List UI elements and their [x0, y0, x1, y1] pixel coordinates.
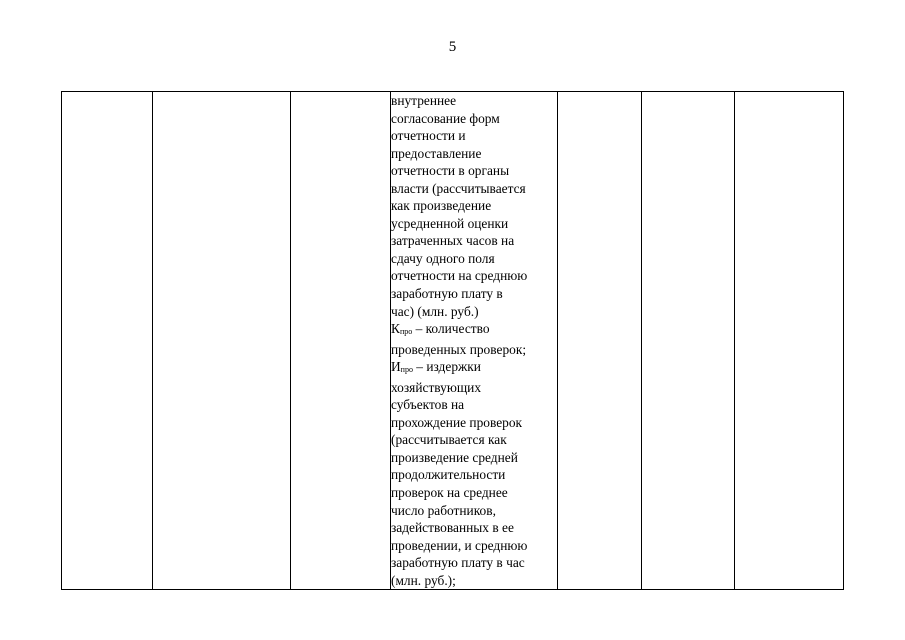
- text-line: усредненной оценки: [391, 215, 509, 231]
- text-line: (рассчитывается как: [391, 432, 507, 448]
- text-line: прохождение проверок: [391, 414, 523, 430]
- text-line: продолжительности: [391, 467, 506, 483]
- table-cell-col-1: [62, 92, 153, 590]
- table-row: [62, 92, 844, 590]
- text-line: хозяйствующих: [391, 379, 482, 395]
- i-pro-subscript: про: [400, 365, 413, 375]
- text-line: произведение средней: [391, 449, 518, 465]
- text-line: заработную плату в: [391, 286, 503, 302]
- i-pro-symbol: И: [391, 359, 401, 375]
- text-line: согласование форм: [391, 110, 500, 126]
- text-line: проведении, и среднюю: [391, 537, 528, 553]
- text-line: как произведение: [391, 198, 492, 214]
- i-pro-text: – издержки: [412, 359, 481, 375]
- i-pro-definition: [391, 358, 557, 379]
- text-line: час) (млн. руб.): [391, 303, 479, 319]
- text-line: сдачу одного поля: [391, 250, 495, 266]
- page-number: 5: [448, 39, 457, 55]
- text-line: предоставление: [391, 145, 482, 161]
- text-line: отчетности и: [391, 128, 466, 144]
- table-cell-col-6: [642, 92, 735, 590]
- table-cell-description: [391, 92, 558, 590]
- text-line: число работников,: [391, 502, 496, 518]
- text-line: проведенных проверок;: [391, 341, 527, 357]
- table-cell-col-5: [558, 92, 642, 590]
- text-line: проверок на среднее: [391, 485, 508, 501]
- text-line: субъектов на: [391, 397, 465, 413]
- k-pro-symbol: К: [391, 321, 400, 337]
- text-line: отчетности на среднюю: [391, 268, 528, 284]
- k-pro-subscript: про: [399, 327, 413, 337]
- table-cell-col-7: [735, 92, 844, 590]
- k-pro-definition: [391, 320, 557, 341]
- text-line: отчетности в органы: [391, 163, 510, 179]
- text-line: заработную плату в час: [391, 555, 525, 571]
- document-table: [61, 91, 844, 590]
- text-line: задействованных в ее: [391, 520, 514, 536]
- k-pro-text: – количество: [412, 321, 490, 337]
- table-cell-col-2: [153, 92, 291, 590]
- table-cell-col-3: [291, 92, 391, 590]
- text-line: (млн. руб.);: [391, 572, 456, 588]
- text-line: власти (рассчитывается: [391, 180, 526, 196]
- text-line: затраченных часов на: [391, 233, 515, 249]
- text-line: внутреннее: [391, 93, 457, 108]
